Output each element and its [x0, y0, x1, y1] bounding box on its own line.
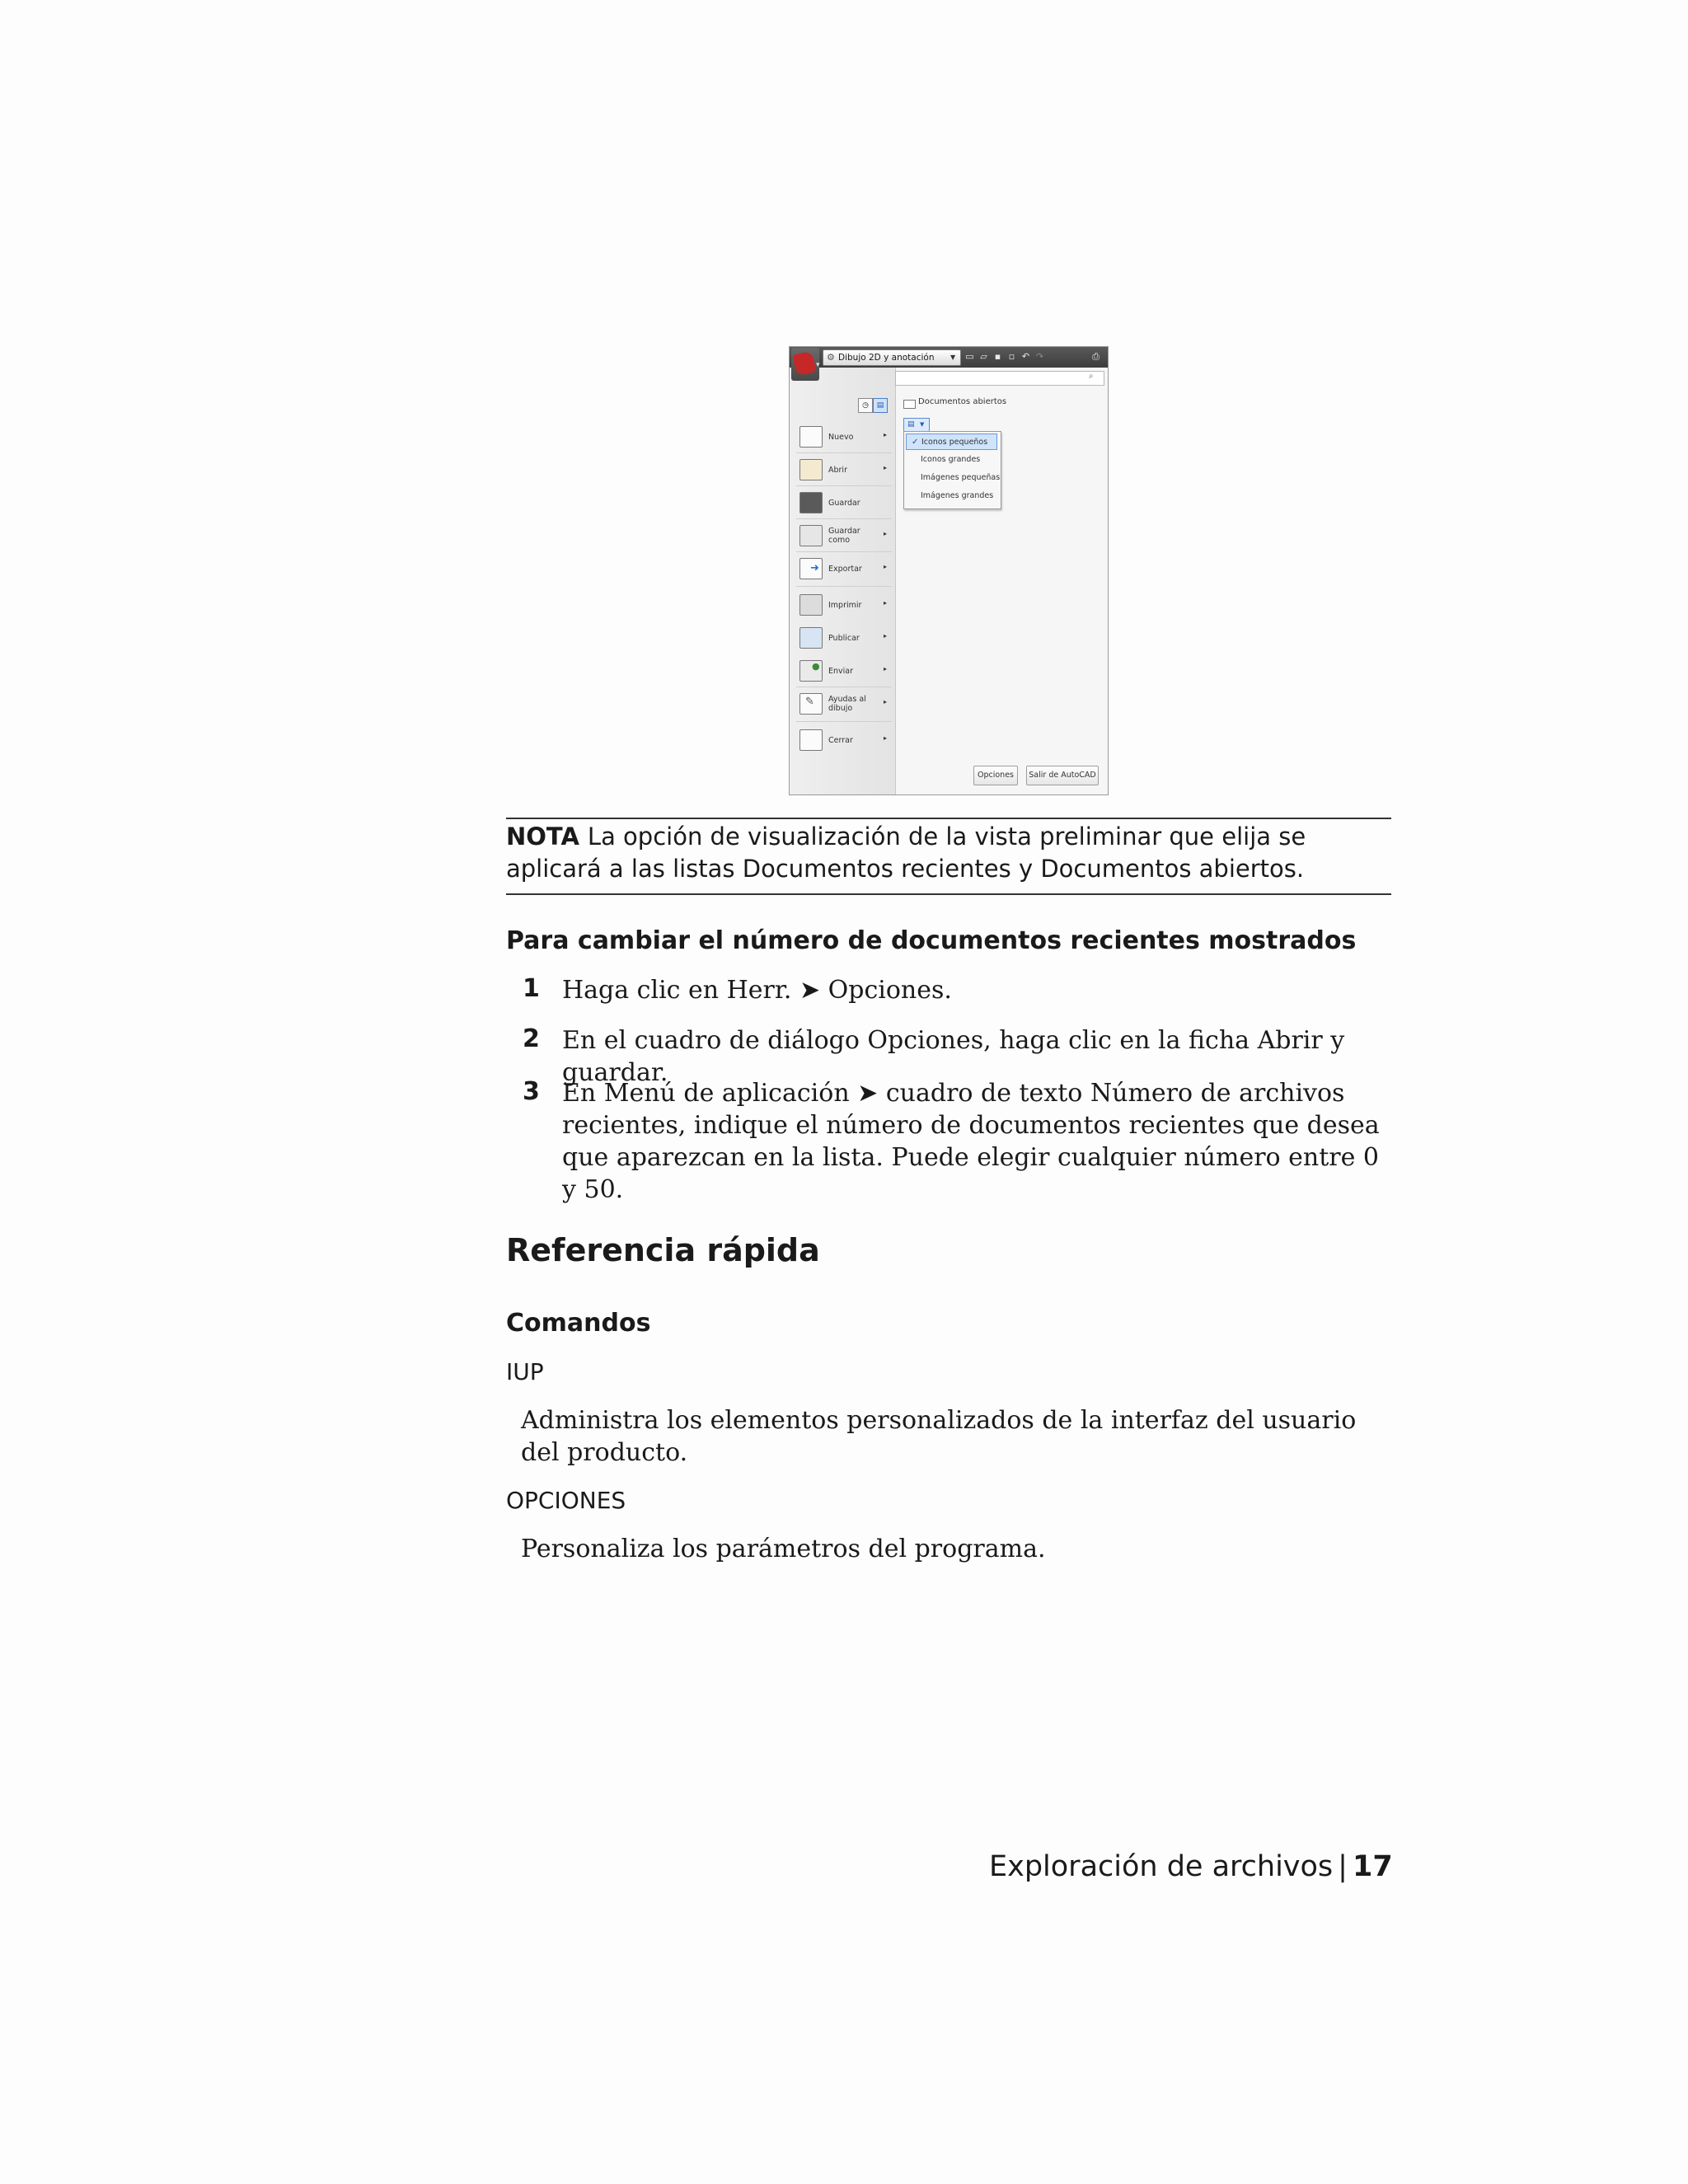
- note-bottom-rule: [506, 893, 1391, 895]
- submenu-arrow-icon: ▸: [884, 464, 888, 471]
- menu-divider: [796, 586, 892, 587]
- printer-icon: [799, 594, 823, 616]
- menu-item-imprimir[interactable]: [790, 591, 895, 619]
- options-button[interactable]: Opciones: [973, 766, 1018, 785]
- menu-item-exportar[interactable]: [790, 555, 895, 583]
- menu-item-publicar[interactable]: [790, 624, 895, 652]
- autocad-logo-icon: [793, 351, 817, 376]
- menu-item-guardar[interactable]: [790, 489, 895, 517]
- recent-documents-toggle[interactable]: ◷: [858, 398, 873, 413]
- save-as-icon: [799, 525, 823, 546]
- menu-item-label: Publicar: [828, 633, 860, 643]
- view-options-dropdown[interactable]: [903, 418, 930, 432]
- new-document-icon: [799, 426, 823, 448]
- folder-icon: [903, 400, 916, 409]
- open-folder-icon: [799, 459, 823, 480]
- page-footer: [989, 1850, 1391, 1883]
- note-top-rule: [506, 818, 1391, 819]
- drawing-utilities-icon: ✎: [799, 693, 823, 715]
- save-icon[interactable]: ▪: [994, 351, 1001, 362]
- step-text: Haga clic en Herr. ➤ Opciones.: [562, 976, 952, 1005]
- footer-section-title: Exploración de archivos: [989, 1850, 1334, 1883]
- command-name: OPCIONES: [506, 1487, 626, 1514]
- checkmark-icon: ✓: [912, 438, 919, 447]
- chevron-down-icon: ▼: [950, 354, 956, 361]
- exit-autocad-button[interactable]: Salir de AutoCAD: [1026, 766, 1099, 785]
- menu-item-label: Cerrar: [828, 735, 853, 745]
- view-option-imagenes-grandes[interactable]: [906, 488, 997, 504]
- application-button[interactable]: [791, 348, 819, 381]
- workspace-dropdown[interactable]: [823, 349, 961, 366]
- procedure-heading: Para cambiar el número de documentos recientes mostrados: [506, 926, 1357, 955]
- submenu-arrow-icon: ▸: [884, 665, 888, 673]
- application-menu-screenshot: [789, 346, 1109, 795]
- menu-item-enviar[interactable]: [790, 657, 895, 685]
- view-option-label: Iconos pequeños: [921, 438, 988, 447]
- save-as-icon[interactable]: ▫: [1008, 351, 1015, 362]
- menu-divider: [796, 518, 892, 519]
- submenu-arrow-icon: ▸: [884, 734, 888, 742]
- view-option-iconos-grandes[interactable]: [906, 452, 997, 468]
- print-icon[interactable]: ⎙: [1092, 351, 1100, 362]
- search-input[interactable]: [895, 371, 1104, 386]
- chevron-down-icon: ▼: [920, 421, 925, 428]
- step-number: 3: [523, 1077, 540, 1106]
- note-label: NOTA: [506, 823, 579, 851]
- export-icon: ➜: [799, 558, 823, 579]
- save-disk-icon: [799, 492, 823, 513]
- workspace-label: Dibujo 2D y anotación: [838, 353, 935, 363]
- submenu-arrow-icon: ▸: [884, 599, 888, 607]
- command-description: Administra los elementos personalizados de la interfaz del usuario del producto.: [521, 1406, 1357, 1467]
- menu-item-label: Ayudas al dibujo: [828, 695, 866, 713]
- menu-item-ayudas-al-dibujo[interactable]: [790, 690, 895, 718]
- menu-item-label: Guardar como: [828, 527, 860, 545]
- menu-item-guardar-como[interactable]: [790, 522, 895, 550]
- open-documents-title: Documentos abiertos: [918, 397, 1007, 406]
- quick-access-toolbar: [790, 347, 1108, 368]
- search-icon: ⌕: [1089, 372, 1094, 381]
- view-options-menu: [903, 431, 1001, 509]
- undo-icon[interactable]: ↶: [1021, 351, 1030, 362]
- menu-divider: [796, 452, 892, 453]
- step-number: 1: [523, 974, 540, 1003]
- menu-item-label: Nuevo: [828, 432, 854, 442]
- menu-item-nuevo[interactable]: [790, 423, 895, 451]
- open-icon[interactable]: ▱: [980, 351, 987, 362]
- menu-divider: [796, 485, 892, 486]
- menu-item-label: Exportar: [828, 564, 862, 574]
- menu-divider: [796, 551, 892, 552]
- view-icon: ▤: [907, 420, 915, 429]
- submenu-arrow-icon: ▸: [884, 563, 888, 570]
- submenu-arrow-icon: ▸: [884, 431, 888, 438]
- view-option-label: Imágenes grandes: [921, 491, 994, 500]
- step-text: En Menú de aplicación ➤ cuadro de texto Número de archivos recientes, indique el número de documentos recientes que desea que aparezcan en la lista. Puede elegir cualquier número entre 0 y 50.: [562, 1079, 1380, 1204]
- note: [506, 821, 1391, 885]
- menu-item-label: Guardar: [828, 498, 860, 508]
- menu-item-abrir[interactable]: [790, 456, 895, 484]
- submenu-arrow-icon: ▸: [884, 632, 888, 640]
- gear-icon: ⚙: [827, 352, 835, 363]
- redo-icon[interactable]: ↷: [1035, 351, 1044, 362]
- close-document-icon: [799, 729, 823, 751]
- step-text: En el cuadro de diálogo Opciones, haga clic en la ficha Abrir y guardar.: [562, 1026, 1345, 1087]
- command-name: IUP: [506, 1358, 544, 1385]
- publish-icon: [799, 627, 823, 649]
- send-icon: ●: [799, 660, 823, 682]
- open-documents-toggle[interactable]: ▤: [873, 398, 888, 413]
- note-text: La opción de visualización de la vista preliminar que elija se aplicará a las listas Documentos recientes y Documentos abiertos.: [506, 823, 1306, 883]
- menu-item-label: Imprimir: [828, 600, 862, 610]
- menu-item-label: Abrir: [828, 465, 847, 475]
- page-number: 17: [1352, 1850, 1393, 1883]
- menu-item-cerrar[interactable]: [790, 726, 895, 754]
- view-option-iconos-pequenos[interactable]: [906, 434, 997, 450]
- view-option-label: Imágenes pequeñas: [921, 473, 1001, 482]
- submenu-arrow-icon: ▸: [884, 698, 888, 705]
- menu-divider: [796, 721, 892, 722]
- command-description: Personaliza los parámetros del programa.: [521, 1535, 1046, 1563]
- chevron-down-icon: ▾: [816, 361, 820, 369]
- view-option-imagenes-pequenas[interactable]: [906, 470, 1001, 486]
- submenu-arrow-icon: ▸: [884, 530, 888, 537]
- commands-heading: Comandos: [506, 1309, 651, 1338]
- footer-separator: |: [1338, 1850, 1348, 1883]
- new-icon[interactable]: ▭: [965, 351, 974, 362]
- step-number: 2: [523, 1024, 540, 1053]
- menu-item-label: Enviar: [828, 666, 854, 676]
- view-option-label: Iconos grandes: [921, 455, 981, 464]
- section-title: Referencia rápida: [506, 1232, 820, 1268]
